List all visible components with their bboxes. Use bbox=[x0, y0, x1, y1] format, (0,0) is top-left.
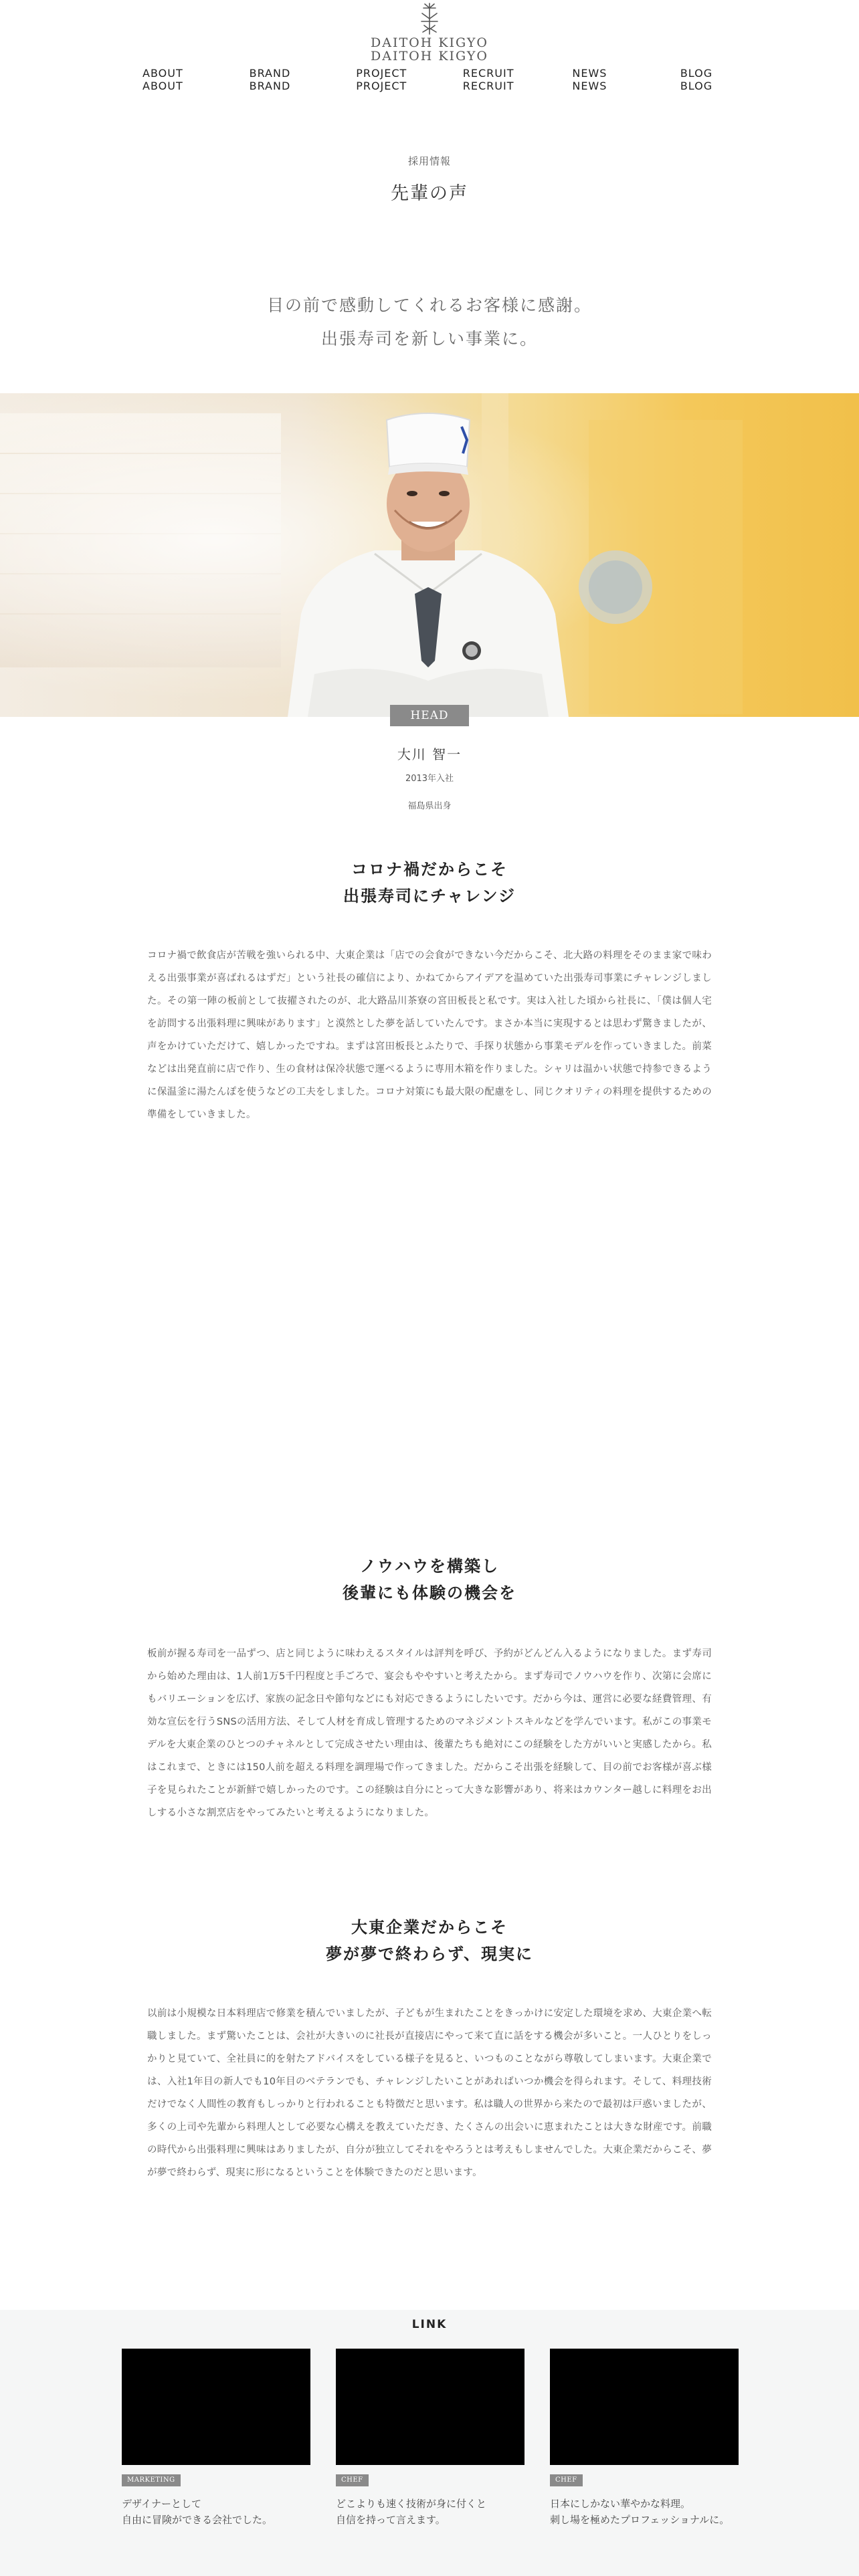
nav-label-secondary: BRAND bbox=[249, 80, 291, 92]
card-text bbox=[550, 2496, 739, 2528]
lead-copy bbox=[0, 289, 859, 356]
head-chef-badge: HEAD CHEF bbox=[390, 705, 469, 726]
link-card[interactable] bbox=[336, 2349, 524, 2528]
section-heading bbox=[0, 1553, 859, 1606]
link-card[interactable] bbox=[122, 2349, 310, 2528]
section-heading-line: 大東企業だからこそ bbox=[351, 1918, 508, 1937]
nav-label-secondary: NEWS bbox=[572, 80, 607, 92]
section-heading bbox=[0, 856, 859, 909]
card-text-line: 刺し場を極めたプロフェッショナルに。 bbox=[550, 2514, 730, 2526]
nav-label: PROJECT bbox=[356, 67, 407, 80]
nav-label: ABOUT bbox=[142, 67, 183, 80]
chef-photo bbox=[0, 393, 859, 717]
nav-blog[interactable] bbox=[676, 67, 717, 94]
lead-line: 目の前で感動してくれるお客様に感謝。 bbox=[266, 296, 592, 315]
link-section bbox=[0, 2310, 859, 2576]
page-title: 先輩の声 bbox=[391, 183, 468, 204]
section-heading-line: 後輩にも体験の機会を bbox=[343, 1584, 516, 1602]
nav-about[interactable] bbox=[142, 67, 183, 94]
page-subtitle: 採用情報 bbox=[407, 155, 451, 167]
nav-label-secondary: ABOUT bbox=[142, 80, 183, 92]
card-image bbox=[550, 2349, 739, 2465]
section-heading bbox=[0, 1914, 859, 1967]
profile-joined: 2013年入社 bbox=[405, 774, 454, 784]
logo-text: DAITOH KIGYO bbox=[371, 35, 488, 50]
hero-image bbox=[0, 393, 859, 717]
card-text bbox=[122, 2496, 310, 2528]
profile-name: 大川 智一 bbox=[397, 746, 462, 762]
section-body: コロナ禍で飲食店が苦戦を強いられる中、大東企業は「店での会食ができない今だからこそ、北大路の料理をそのまま家で味わえる出張事業が喜ばれるはずだ」という社長の確信により、かねてからアイデアを温めていた出張寿司事業にチャレンジしました。その第一陣の板前として抜擢されたのが、北大路品川茶寮の宮田板長と私です。実は入社した頃から社長に、「僕は個人宅を訪問する出張料理に興味があります」と漠然とした夢を話していたんです。まさか本当に実現するとは思わず驚きましたが、声をかけていただけて、嬉しかったですね。まずは宮田板長とふたりで、手探り状態から事業モデルを作っていきました。前菜などは出発直前に店で作り、生の食材は保冷状態で運べるように専用木箱を作りました。シャリは温かい状態で持参できるように保温釜に湯たんぽを使うなどの工夫をしました。コロナ対策にも最大限の配慮をし、同じクオリティの料理を提供するための準備をしていきました。 bbox=[147, 950, 712, 1120]
card-text-line: どこよりも速く技術が身に付くと bbox=[336, 2498, 487, 2510]
card-text-line: 日本にしかない華やかな料理。 bbox=[550, 2498, 691, 2510]
card-text-line: デザイナーとして bbox=[122, 2498, 201, 2510]
section-body: 以前は小規模な日本料理店で修業を積んでいましたが、子どもが生まれたことをきっかけに安定した環境を求め、大東企業へ転職しました。まず驚いたことは、会社が大きいのに社長が直接店にやって来て直に話をする機会が多いこと。一人ひとりをしっかりと見ていて、全社員に的を射たアドバイスをしている様子を見ると、いつものことながら尊敬してしまいます。大東企業では、入社1年目の新人でも10年目のベテランでも、チャレンジしたいことがあればいつか機会を得られます。そして、料理技術だけでなく人間性の教育もしっかりと行われることも特徴だと思います。私は職人の世界から来たので最初は戸惑いましたが、多くの上司や先輩から料理人として必要な心構えを教えていただき、たくさんの出会いに恵まれたことは大きな財産です。前職の時代から出張料理に興味はありましたが、自分が独立してそれをやろうとは考えもしませんでした。大東企業だからこそ、夢が夢で終わらず、現実に形になるということを体験できたのだと思います。 bbox=[147, 2008, 712, 2178]
card-image bbox=[336, 2349, 524, 2465]
card-tag: MARKETING bbox=[122, 2474, 181, 2486]
nav-label-secondary: PROJECT bbox=[356, 80, 407, 92]
profile bbox=[0, 744, 859, 811]
nav-brand[interactable] bbox=[250, 67, 290, 94]
nav-label-secondary: BLOG bbox=[680, 80, 713, 92]
section-heading-line: 夢が夢で終わらず、現実に bbox=[325, 1945, 534, 1963]
section-heading-line: 出張寿司にチャレンジ bbox=[343, 887, 516, 905]
nav-news[interactable] bbox=[569, 67, 609, 94]
link-section-title: LINK bbox=[411, 2318, 448, 2331]
logo[interactable] bbox=[0, 0, 859, 63]
card-tag: CHEF bbox=[550, 2474, 583, 2486]
site-header bbox=[0, 0, 859, 100]
global-nav bbox=[142, 67, 717, 94]
card-text bbox=[336, 2496, 524, 2528]
nav-project[interactable] bbox=[356, 67, 407, 94]
lead-line: 出張寿司を新しい事業に。 bbox=[320, 329, 538, 348]
link-card[interactable] bbox=[550, 2349, 739, 2528]
logo-text-secondary: DAITOH KIGYO bbox=[371, 49, 488, 64]
nav-label-secondary: RECRUIT bbox=[462, 80, 514, 92]
nav-label: BLOG bbox=[680, 67, 713, 80]
section-heading-line: ノウハウを構築し bbox=[360, 1557, 499, 1576]
nav-recruit[interactable] bbox=[462, 67, 514, 94]
profile-origin: 福島県出身 bbox=[407, 801, 452, 811]
card-tag: CHEF bbox=[336, 2474, 369, 2486]
card-text-line: 自信を持って言えます。 bbox=[336, 2514, 446, 2526]
nav-label: NEWS bbox=[572, 67, 607, 80]
section-heading-line: コロナ禍だからこそ bbox=[351, 860, 508, 879]
page-title-block bbox=[0, 154, 859, 205]
nav-label: BRAND bbox=[249, 67, 291, 80]
nav-label: RECRUIT bbox=[462, 67, 514, 80]
card-image bbox=[122, 2349, 310, 2465]
crest-icon bbox=[416, 1, 443, 36]
card-text-line: 自由に冒険ができる会社でした。 bbox=[122, 2514, 273, 2526]
section-body: 板前が握る寿司を一品ずつ、店と同じように味わえるスタイルは評判を呼び、予約がどんどん入るようになりました。まず寿司から始めた理由は、1人前1万5千円程度と手ごろで、宴会もややすいと考えたから。まず寿司でノウハウを作り、次第に会席にもバリエーションを広げ、家族の記念日や節句などにも対応できるようにしたいです。だから今は、運営に必要な経費管理、有効な宣伝を行うSNSの活用方法、そして人材を育成し管理するためのマネジメントスキルなどを学んでいます。私がこの事業モデルを大東企業のひとつのチャネルとして完成させたい理由は、後輩たちも絶対にこの経験をした方がいいと実感したから。私はこれまで、ときには150人前を超える料理を調理場で作ってきました。だからこそ出張を経験して、目の前でお客様が喜ぶ様子を見られたことが新鮮で嬉しかったのです。この経験は自分にとって大きな影響があり、将来はカウンター越しに料理をお出しする小さな割烹店をやってみたいと考えるようになりました。 bbox=[147, 1648, 712, 1818]
